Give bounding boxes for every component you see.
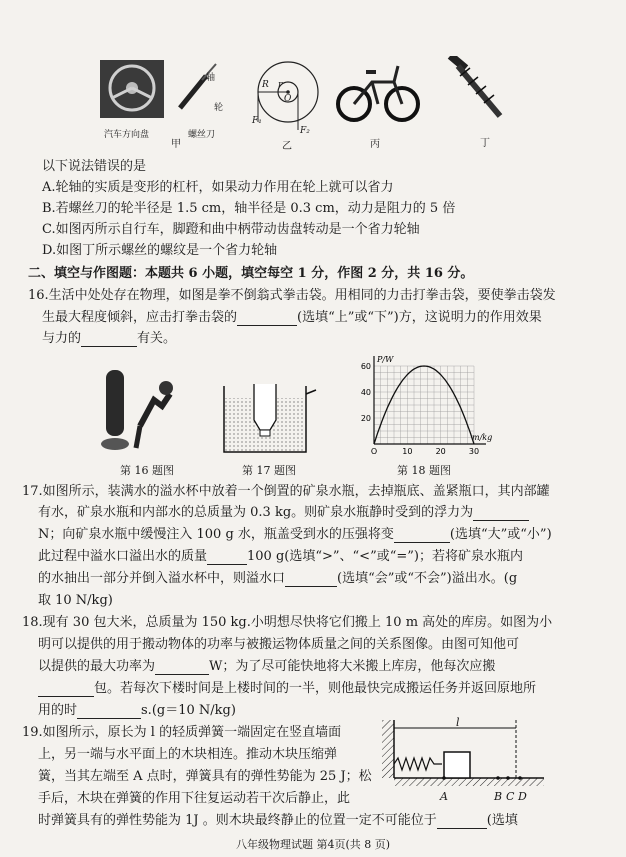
q19-fig-label-A: A bbox=[440, 790, 448, 803]
q17-blank-2[interactable] bbox=[394, 529, 450, 543]
q18-line-2: 明可以提供的用于搬动物体的功率与被搬运物体质量之间的关系图像。由图可知他可 bbox=[38, 637, 520, 652]
figure-16 bbox=[100, 366, 180, 456]
q17-blank-1[interactable] bbox=[473, 507, 529, 521]
q18-line-4-a: 包。若每次下楼时间是上楼时间的一半，则他最快完成搬运任务并返回原地所 bbox=[94, 681, 537, 696]
q18-blank-2[interactable] bbox=[38, 683, 94, 697]
q17-blank-4[interactable] bbox=[285, 573, 337, 587]
q17-line-2-text: 有水，矿泉水瓶和内部水的总质量为 0.3 kg。则矿泉水瓶静时受到的浮力为 bbox=[38, 505, 474, 520]
q19-line-4: 手后，木块在弹簧的作用下往复运动若干次后静止，此 bbox=[38, 791, 351, 806]
q17-line-4-b: 100 g(选填“>”、“<”或“=”)；若将矿泉水瓶内 bbox=[247, 549, 523, 564]
q19-line-5-text: 时弹簧具有的弹性势能为 1J 。则木块最终静止的位置一定不可能位于 bbox=[38, 813, 437, 828]
bicycle-illustration bbox=[336, 58, 420, 128]
figure-label-jia: 甲 bbox=[171, 139, 181, 150]
q19-fig-label-l: l bbox=[456, 716, 460, 729]
q16-line-2 bbox=[42, 309, 542, 326]
q19-line-5 bbox=[38, 812, 518, 829]
q18-line-5-a: 用的时 bbox=[38, 703, 78, 718]
q17-line-4-a: 此过程中溢水口溢出水的质量 bbox=[38, 549, 208, 564]
q18-line-3-a: 以提供的最大功率为 bbox=[38, 659, 156, 674]
figure-17-caption: 第 17 题图 bbox=[242, 464, 296, 477]
q19-line-2: 上，另一端与水平面上的木块相连。推动木块压缩弹 bbox=[38, 747, 338, 762]
q17-line-5 bbox=[38, 570, 517, 587]
y-axis-label: P/W bbox=[377, 355, 394, 364]
q18-line-5-b: s.(g＝10 N/kg) bbox=[141, 703, 236, 718]
q16-line-3-b: 有关。 bbox=[137, 331, 177, 346]
q17-line-1: 17.如图所示，装满水的溢水杯中放着一个倒置的矿泉水瓶，去掉瓶底、盖紧瓶口，其内部罐 bbox=[22, 484, 550, 499]
figure-label-ding: 丁 bbox=[480, 138, 490, 149]
q18-blank-3[interactable] bbox=[77, 705, 141, 719]
q18-line-3-b: W；为了尽可能快地将大米搬上库房，他每次应搬 bbox=[209, 659, 496, 674]
q19-line-3: 簧，当其左端至 A 点时，弹簧具有的弹性势能为 25 J；松 bbox=[38, 769, 372, 784]
q15-option-b: B.若螺丝刀的轮半径是 1.5 cm，轴半径是 0.3 cm，动力是阻力的 5 倍 bbox=[42, 201, 456, 216]
q16-blank-1[interactable] bbox=[237, 312, 297, 326]
q17-line-6: 取 10 N/kg) bbox=[38, 593, 113, 608]
jia-caption-steering: 汽车方向盘 bbox=[104, 130, 150, 140]
figure-jia bbox=[98, 58, 218, 138]
q16-line-1: 16.生活中处处存在物理，如图是拳不倒翁式拳击袋。用相同的力击打拳击袋，要使拳击袋发 bbox=[28, 288, 556, 303]
section-2-heading: 二、填空与作图题：本题共 6 小题，填空每空 1 分，作图 2 分，共 16 分。 bbox=[28, 266, 474, 281]
page-footer: 八年级物理试题 第4页(共 8 页) bbox=[235, 838, 391, 851]
q19-line-5-end: (选填 bbox=[486, 813, 518, 828]
q16-line-2-a: 生最大程度倾斜，应击打拳击袋的 bbox=[42, 310, 238, 325]
x-tick-label: O bbox=[370, 447, 378, 456]
q15-stem: 以下说法错误的是 bbox=[42, 159, 147, 174]
overflow-cup-diagram bbox=[220, 384, 320, 456]
figure-19 bbox=[380, 716, 550, 792]
q16-line-3-a: 与力的 bbox=[42, 331, 82, 346]
figure-16-caption: 第 16 题图 bbox=[120, 464, 174, 477]
q17-line-3 bbox=[38, 526, 552, 543]
x-axis-label: m/kg bbox=[472, 433, 492, 442]
q19-fig-label-B: B bbox=[494, 790, 503, 803]
jia-label-axle: 轴 bbox=[206, 73, 216, 83]
figure-label-bing: 丙 bbox=[370, 139, 380, 150]
x-tick-label: 20 bbox=[435, 447, 446, 456]
yi-label-O: O bbox=[284, 94, 292, 104]
q18-blank-1[interactable] bbox=[155, 661, 209, 675]
x-tick-label: 30 bbox=[468, 447, 480, 456]
q17-line-3-b: (选填“大”或“小”) bbox=[449, 527, 552, 542]
q18-line-4 bbox=[38, 680, 536, 697]
q17-line-2 bbox=[38, 504, 529, 521]
q15-option-a: A.轮轴的实质是变形的杠杆，如果动力作用在轮上就可以省力 bbox=[42, 180, 394, 195]
yi-label-r: r bbox=[278, 80, 283, 90]
q19-line-1: 19.如图所示，原长为 l 的轻质弹簧一端固定在竖直墙面 bbox=[22, 725, 342, 740]
q17-line-3-a: N；向矿泉水瓶中缓慢注入 100 g 水，瓶盖受到水的压强将变 bbox=[38, 527, 394, 542]
y-tick-label: 20 bbox=[360, 414, 371, 423]
q17-line-5-b: (选填“会”或“不会”)溢出水。(g bbox=[337, 571, 518, 586]
q17-blank-3[interactable] bbox=[207, 551, 247, 565]
q17-line-5-a: 的水抽出一部分并倒入溢水杯中，则溢水口 bbox=[38, 571, 286, 586]
screw-illustration bbox=[446, 56, 506, 126]
yi-label-R: R bbox=[262, 80, 269, 90]
q15-option-c: C.如图丙所示自行车，脚蹬和曲中柄带动齿盘转动是一个省力轮轴 bbox=[42, 222, 420, 237]
y-tick-label: 60 bbox=[360, 362, 371, 371]
figure-label-yi: 乙 bbox=[282, 141, 292, 152]
q18-line-1: 18.现有 30 包大米，总质量为 150 kg.小明想尽快将它们搬上 10 m 高处的库房。如图为小 bbox=[22, 615, 553, 630]
q19-fig-label-C: C bbox=[506, 790, 515, 803]
q16-line-3 bbox=[42, 330, 176, 347]
q19-fig-label-D: D bbox=[518, 790, 527, 803]
q18-line-5 bbox=[38, 702, 236, 719]
q17-line-4 bbox=[38, 548, 523, 565]
figure-18-chart bbox=[352, 354, 492, 458]
q16-line-2-b: (选填“上”或“下”)方，这说明力的作用效果 bbox=[297, 310, 542, 325]
jia-caption-screwdriver: 螺丝刀 bbox=[188, 130, 216, 140]
x-tick-label: 10 bbox=[402, 447, 413, 456]
figure-17 bbox=[220, 384, 320, 456]
figure-bing bbox=[336, 58, 420, 128]
steering-wheel-and-screwdriver-illustration bbox=[98, 58, 218, 128]
yi-label-F1: F₁ bbox=[252, 116, 262, 126]
punching-bag-illustration bbox=[100, 366, 180, 456]
q16-blank-2[interactable] bbox=[81, 333, 137, 347]
yi-label-F2: F₂ bbox=[300, 126, 310, 136]
q19-blank-1[interactable] bbox=[437, 815, 487, 829]
spring-block-diagram bbox=[380, 716, 550, 792]
y-tick-label: 40 bbox=[360, 388, 371, 397]
figure-ding bbox=[446, 56, 506, 126]
q15-option-d: D.如图丁所示螺丝的螺纹是一个省力轮轴 bbox=[42, 243, 278, 258]
power-mass-chart bbox=[352, 354, 492, 458]
q18-line-3 bbox=[38, 658, 495, 675]
figure-18-caption: 第 18 题图 bbox=[397, 464, 451, 477]
jia-label-wheel: 轮 bbox=[214, 103, 224, 113]
